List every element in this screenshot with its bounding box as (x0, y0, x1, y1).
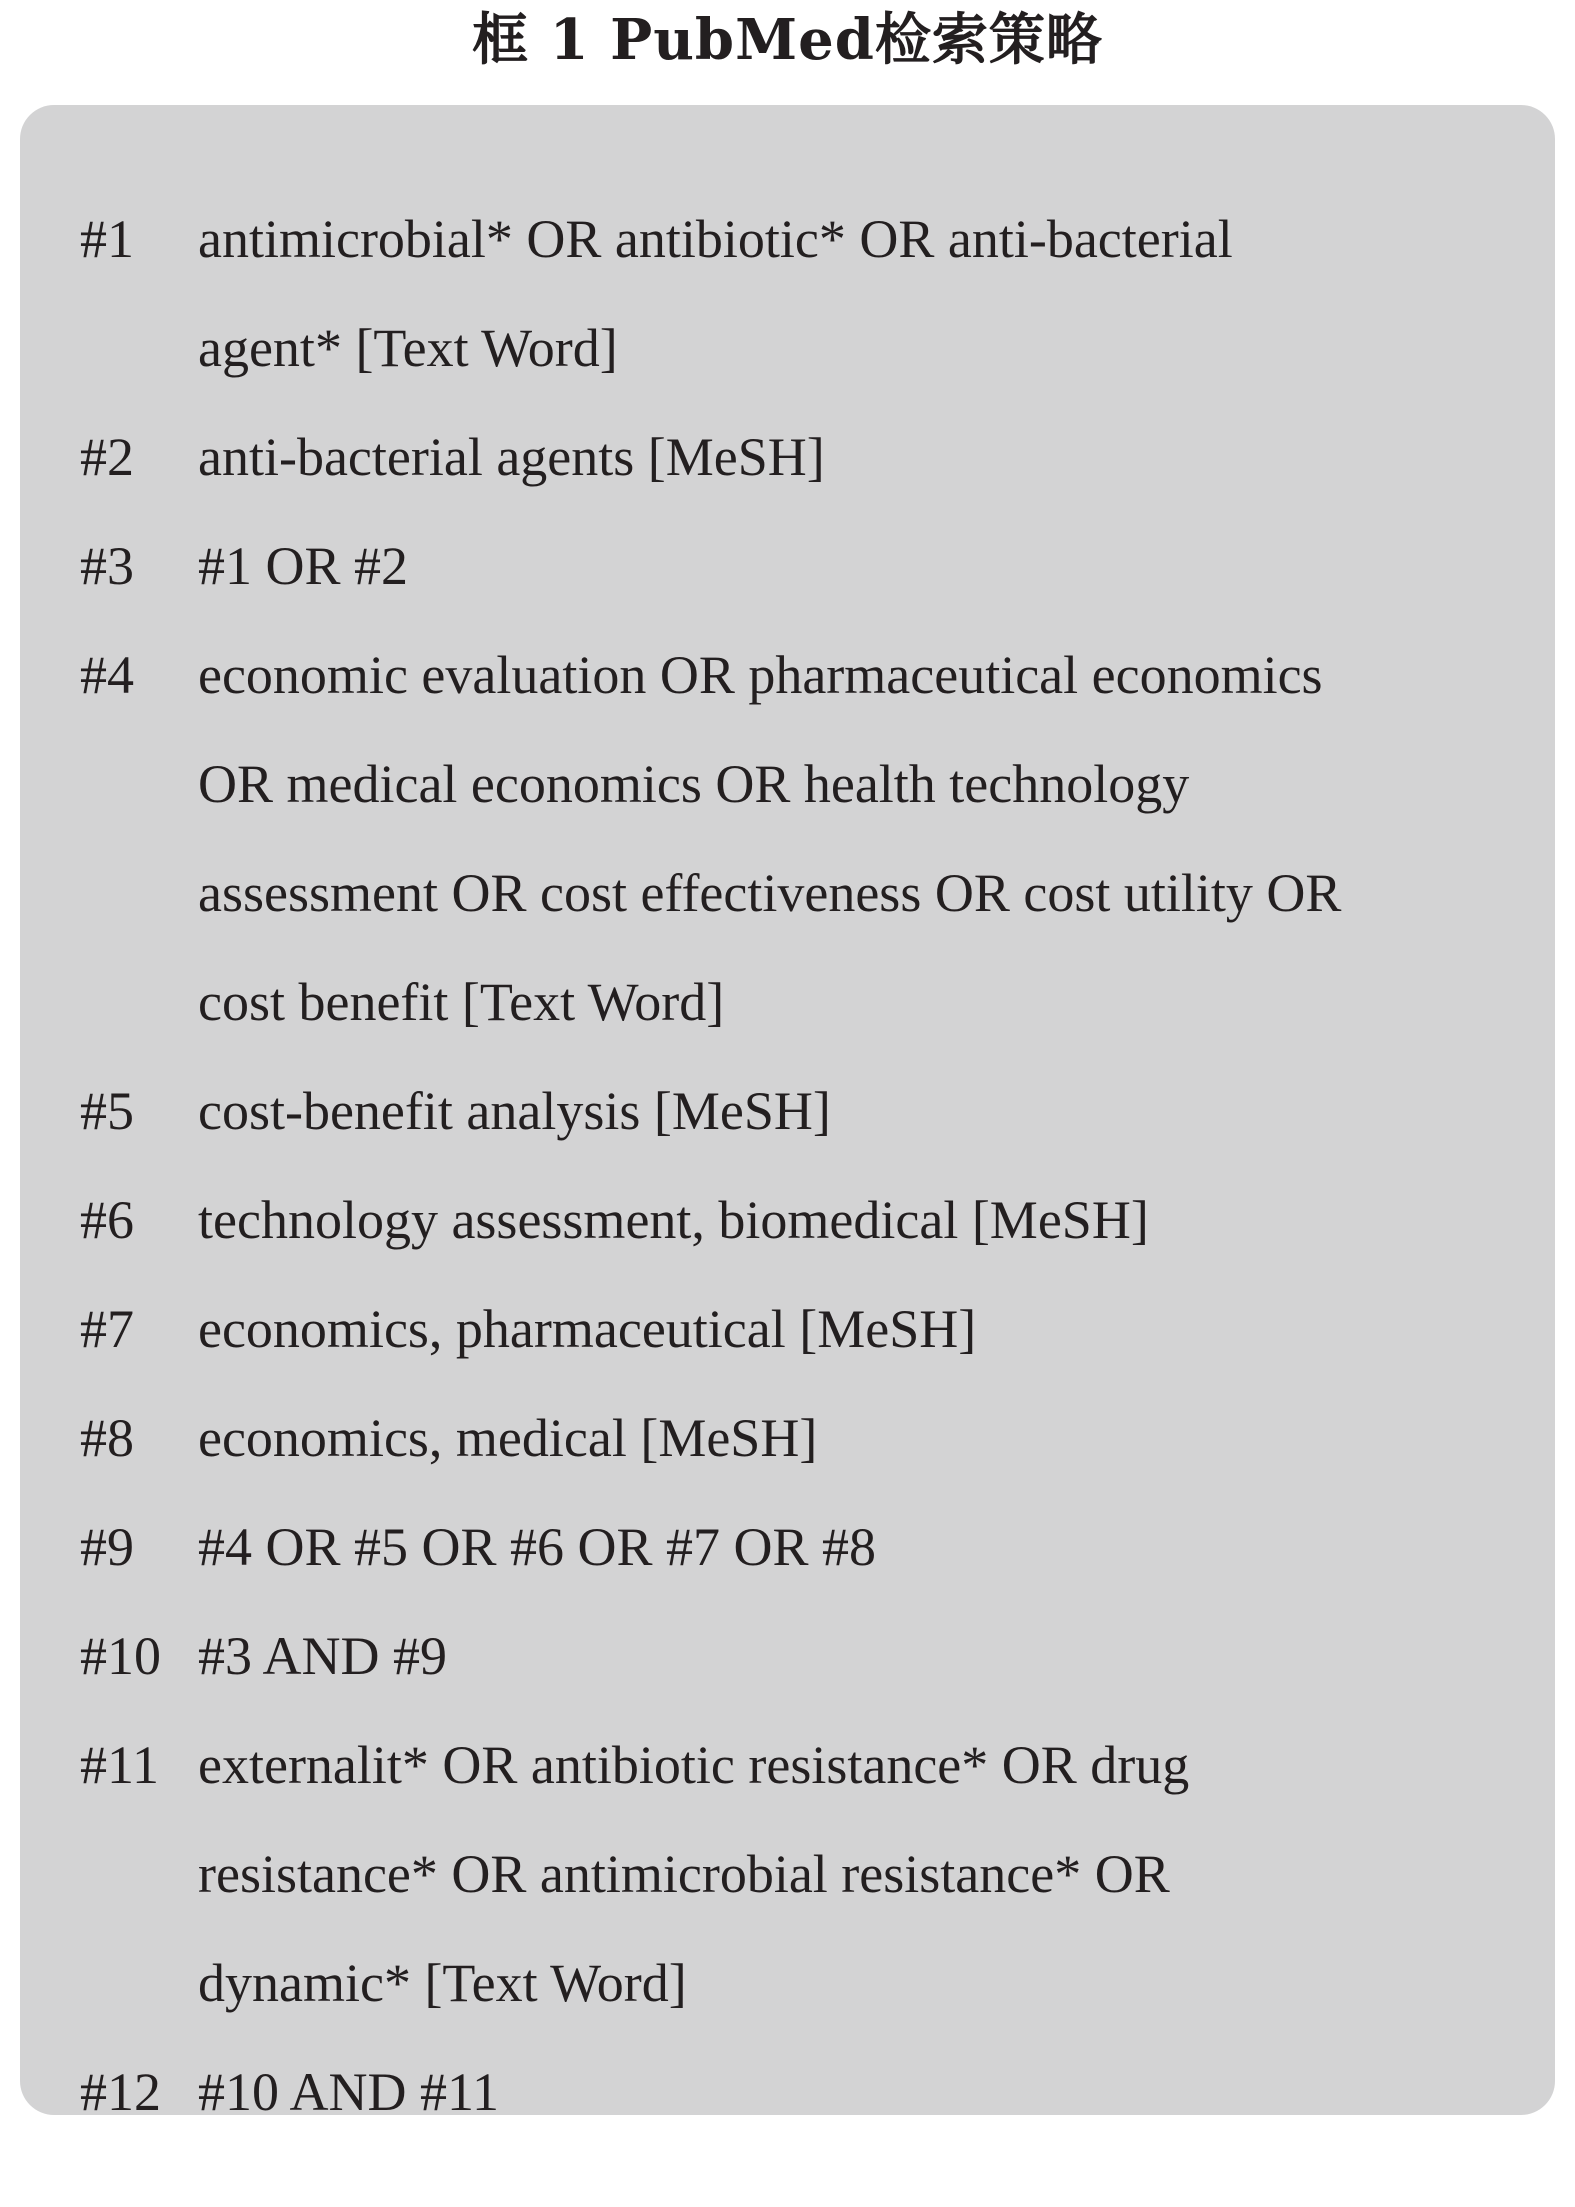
entry-number-label: #6 (80, 1190, 134, 1250)
entry-query-line: antimicrobial* OR antibiotic* OR anti-bacterial (198, 209, 1233, 269)
entry-number (80, 645, 200, 790)
entry-number (80, 2062, 200, 2207)
entry-query-line: technology assessment, biomedical [MeSH] (198, 1190, 1149, 1250)
entry-number-label: #11 (80, 1735, 159, 1795)
entry-number (80, 209, 200, 354)
entry-query-line: cost-benefit analysis [MeSH] (198, 1081, 831, 1141)
entry-query-line: economics, pharmaceutical [MeSH] (198, 1299, 977, 1359)
entry-query-line: anti-bacterial agents [MeSH] (198, 427, 825, 487)
entry-number-label: #5 (80, 1081, 134, 1141)
page-title: 框 1 PubMed检索策略 (472, 7, 1103, 73)
entry-number-label: #9 (80, 1517, 134, 1577)
entry-number-label: #4 (80, 645, 134, 705)
entry-query-line: #4 OR #5 OR #6 OR #7 OR #8 (198, 1517, 877, 1577)
search-entry-list (20, 209, 1555, 2207)
entry-query-line: cost benefit [Text Word] (198, 972, 725, 1032)
search-strategy-box (20, 105, 1555, 2122)
entry-query-line: agent* [Text Word] (198, 318, 618, 378)
entry-query-line: dynamic* [Text Word] (198, 1953, 687, 2013)
search-entry (20, 645, 1555, 1117)
entry-number-label: #8 (80, 1408, 134, 1468)
entry-number-label: #12 (80, 2062, 161, 2122)
entry-number-label: #3 (80, 536, 134, 596)
entry-query-line: #1 OR #2 (198, 536, 409, 596)
entry-query-line: economics, medical [MeSH] (198, 1408, 818, 1468)
entry-query-line: #10 AND #11 (198, 2062, 500, 2122)
entry-query-line: #3 AND #9 (198, 1626, 448, 1686)
entry-query-line: OR medical economics OR health technology (198, 754, 1190, 814)
entry-query-line: externalit* OR antibiotic resistance* OR drug (198, 1735, 1190, 1795)
entry-query (198, 2062, 1528, 2207)
entry-number-label: #2 (80, 427, 134, 487)
entry-number-label: #7 (80, 1299, 134, 1359)
search-entry (20, 2062, 1555, 2207)
entry-number-label: #1 (80, 209, 134, 269)
entry-number-label: #10 (80, 1626, 161, 1686)
entry-query-line: assessment OR cost effectiveness OR cost utility OR (198, 863, 1342, 923)
entry-query (198, 645, 1528, 1117)
entry-query-line: economic evaluation OR pharmaceutical economics (198, 645, 1323, 705)
entry-number (80, 1735, 200, 1880)
entry-query-line: resistance* OR antimicrobial resistance* OR (198, 1844, 1170, 1904)
